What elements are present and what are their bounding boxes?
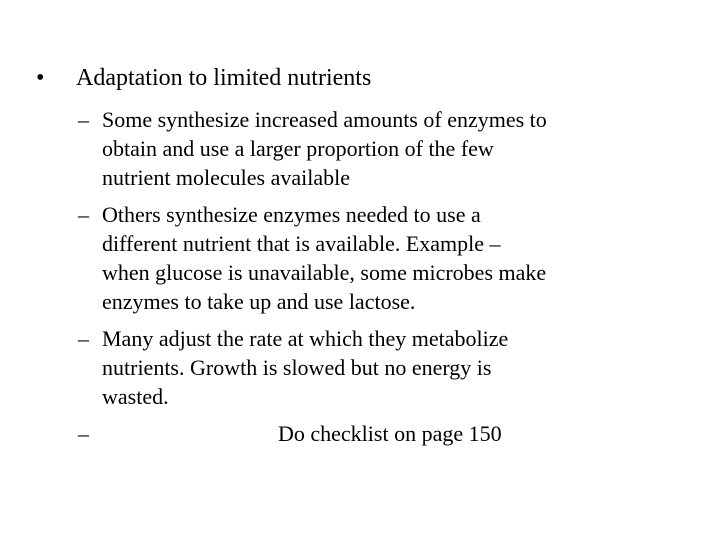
bullet-marker: • [36,65,45,91]
sub-bullet-text: Many adjust the rate at which they metabolize nutrients. Growth is slowed but no energy is wasted. [102,326,509,409]
dash-marker: – [78,107,89,132]
dash-marker: – [78,202,89,227]
sub-bullet-text: Others synthesize enzymes needed to use a different nutrient that is available. Example – when glucose is unavailable, some microbes make enzymes to take up and use lactose. [102,202,547,314]
dash-marker: – [78,326,89,351]
sub-bullet-list [78,105,678,456]
sub-bullet [78,200,678,316]
checklist-note: Do checklist on page 150 [102,421,502,446]
main-bullet-text: Adaptation to limited nutrients [76,65,372,91]
dash-marker: – [78,421,89,446]
sub-bullet [78,419,678,448]
sub-bullet [78,324,678,411]
sub-bullet-text: Some synthesize increased amounts of enzymes to obtain and use a larger proportion of the few nutrient molecules available [102,107,547,190]
sub-bullet [78,105,678,192]
